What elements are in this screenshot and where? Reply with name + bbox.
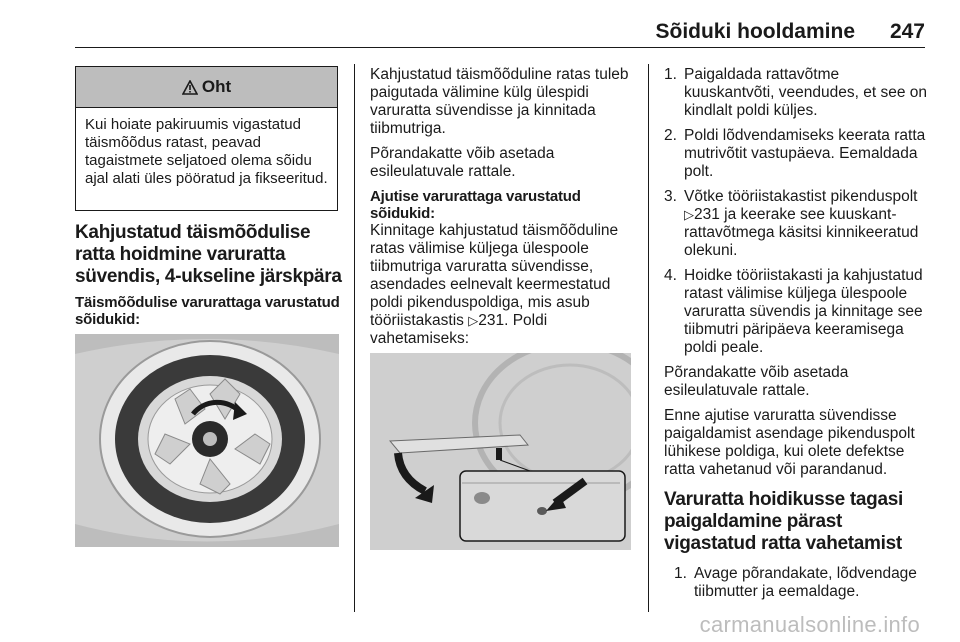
watermark: carmanualsonline.info [699,612,920,637]
column-divider-2 [648,64,649,612]
header-rule [75,47,925,48]
paragraph-temporary-spare-instructions: Kinnitage kahjustatud täismõõduline ratas välimise küljega ülespoole tiibmutriga varuratta süvendisse, asendades eelnevalt keermestatud poldi pikenduspoldiga, mis asub tööriistakastis ▷231. Poldi vahetamiseks: [370,222,619,347]
page-reference: 231 [478,312,505,329]
procedure-steps [664,66,928,357]
list-item: 4. Hoidke tööriistakasti ja kahjustatud ratast välimise küljega ülespoole varuratta süvendis ja kinnitage see tiibmutri päripäeva keeramisega poldi peale. [664,267,923,356]
warning-box [75,66,338,211]
bolt-replacement-illustration [370,353,631,550]
warning-text: Kui hoiate pakiruumis vigastatud täismõõdus ratast, peavad tagaistmete seljatoed olema sõidu ajal alati üles pööratud ja fikseeritud. [85,116,328,187]
section-heading-2: Varuratta hoidikusse tagasi paigaldamine pärast vigastatud ratta vahetamist [664,489,903,554]
list-item: 1. Avage põrandakate, lõdvendage tiibmutter ja eemaldage. [674,565,917,600]
page-reference: 231 [694,206,720,223]
paragraph-replace-bolt: Enne ajutise varuratta süvendisse paigaldamist asendage pikenduspolt lühikese poldiga, kui olete defektse ratta vahetanud või parandanud. [664,407,915,478]
list-item: 3. Võtke tööriistakastist pikenduspolt ▷231 ja keerake see kuuskant-rattavõtmega käsitsi kinnikeeratud olekuni. [664,188,919,259]
column-divider-1 [354,64,355,612]
reference-arrow-icon: ▷ [468,313,479,328]
column-2 [370,66,640,355]
paragraph-mount-damaged-wheel: Kahjustatud täismõõduline ratas tuleb paigutada välimine külg ülespidi varuratta süvendisse ja kinnitada tiibmutriga. [370,66,629,137]
list-item: 1. Paigaldada rattavõtme kuuskantvõti, veendudes, et see on kindlalt poldi küljes. [664,66,927,119]
warning-label: Oht [201,77,232,96]
figure-spare-wheel [75,334,339,547]
warning-triangle-icon [182,80,198,95]
subheading-full-size-spare: Täismõõdulise varurattaga varustatud sõidukid: [75,294,340,328]
column-3 [664,66,928,608]
warning-header [76,67,337,108]
section-heading-1: Kahjustatud täismõõdulise ratta hoidmine varuratta süvendis, 4-ukseline järskpära [75,222,342,287]
procedure-steps-2 [674,565,928,601]
page-number: 247 [889,20,925,43]
column-1 [75,222,347,328]
list-item: 2. Poldi lõdvendamiseks keerata ratta mutrivõtit vastupäeva. Eemaldada polt. [664,127,926,180]
header-title: Sõiduki hooldamine [655,20,855,43]
paragraph-floor-cover: Põrandakatte võib asetada esileulatuvale rattale. [370,145,555,180]
subheading-temporary-spare: Ajutise varurattaga varustatud sõidukid: [370,188,581,222]
spare-wheel-illustration [75,334,339,547]
paragraph-floor-cover-2: Põrandakatte võib asetada esileulatuvale rattale. [664,364,849,399]
reference-arrow-icon: ▷ [684,207,694,222]
page-header [75,20,925,46]
figure-bolt-replacement [370,353,631,550]
